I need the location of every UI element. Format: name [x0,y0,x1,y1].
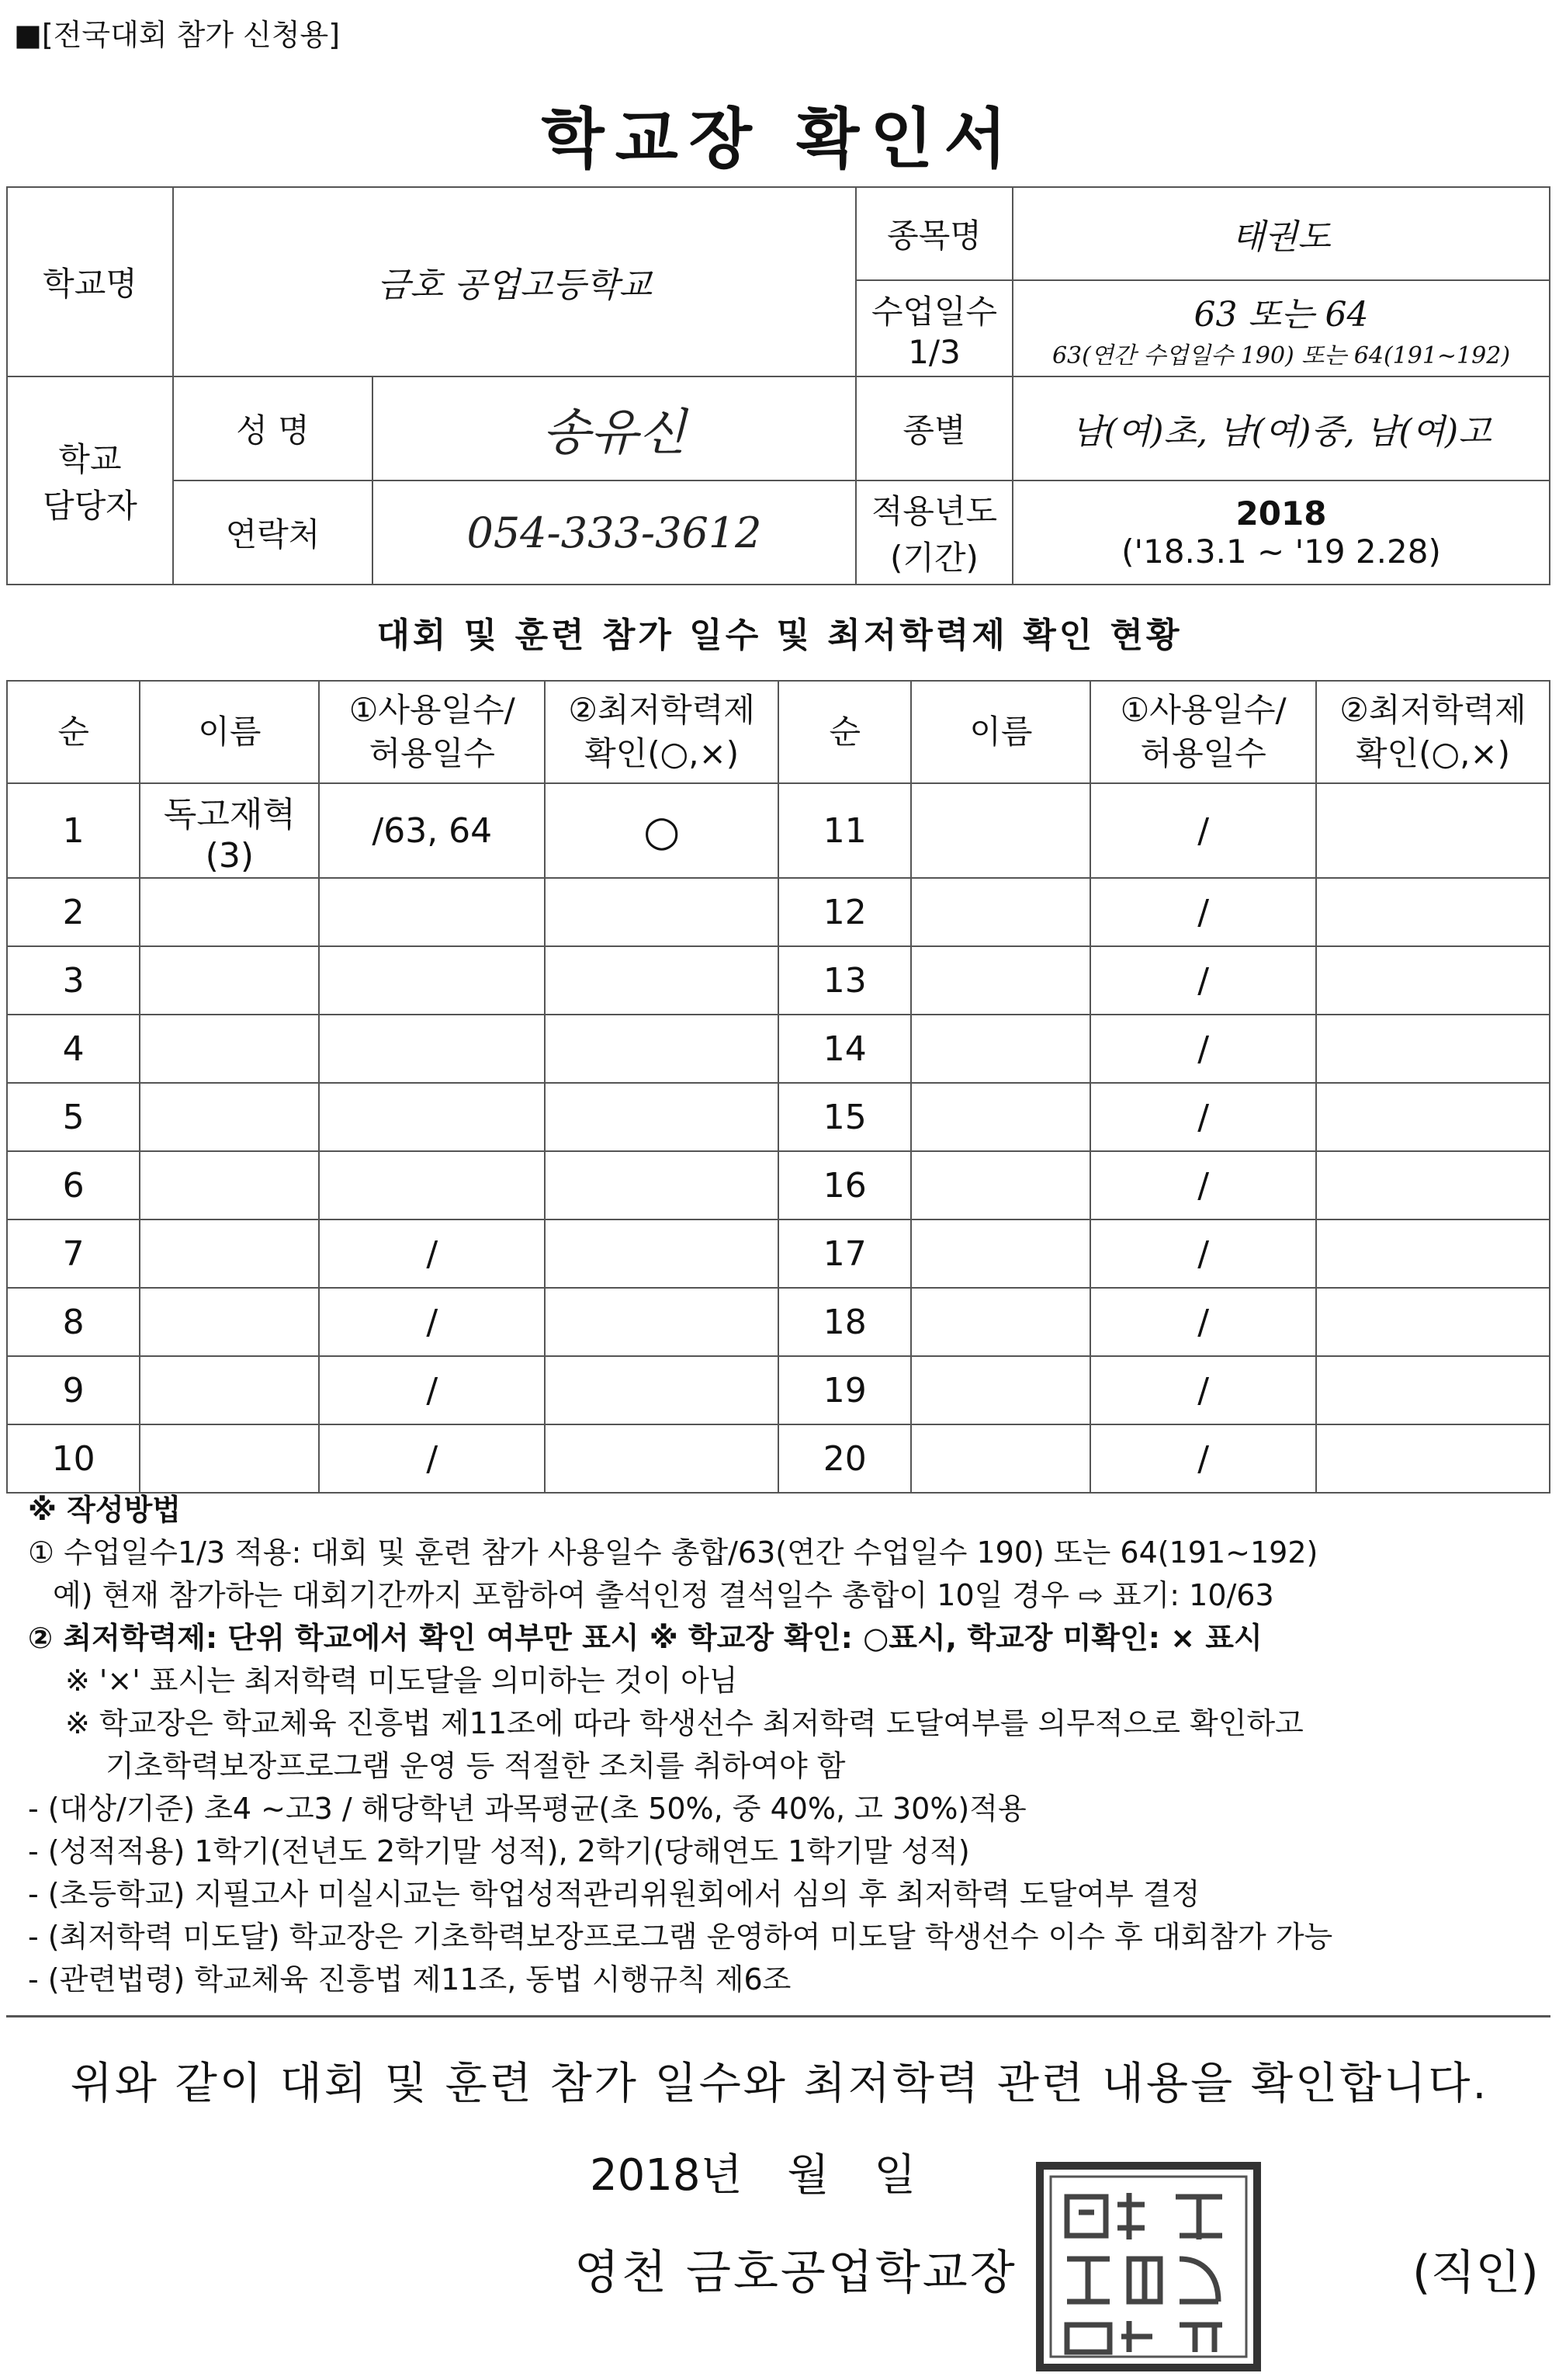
header-check [545,681,778,783]
instructions-heading: ※ 작성방법 [28,1493,182,1527]
staff-label [7,376,173,585]
row-num-right: 18 [778,1288,911,1356]
row-name [140,783,319,878]
row-name [140,1288,319,1356]
note-line: ※ '×' 표시는 최저학력 미도달을 의미하는 것이 아님 [65,1664,738,1698]
table-row [7,1083,1550,1151]
note-line: ※ 학교장은 학교체육 진흥법 제11조에 따라 학생선수 최저학력 도달여부를 의무적으로 확인하고 [65,1706,1304,1740]
row-days-right: / [1090,1424,1316,1493]
contact-value: 054-333-3612 [372,481,856,585]
row-days-right: / [1090,878,1316,946]
row-check-right [1316,878,1550,946]
row-check [545,1015,778,1083]
applied-year-label-line2: (기간) [890,539,979,577]
section-title: 대회 및 훈련 참가 일수 및 최저학력제 확인 현황 [376,616,1183,655]
table-row [7,1151,1550,1219]
row-days-right: / [1090,1288,1316,1356]
row-days-right: / [1090,1356,1316,1424]
document-title: 학교장 확인서 [541,101,1018,177]
row-name-right [911,1356,1090,1424]
row-name [140,946,319,1015]
row-check [545,878,778,946]
row-name [140,1424,319,1493]
row-num: 5 [7,1083,140,1151]
table-row [7,783,1550,878]
class-days-main: 63 또는 64 [1194,295,1369,335]
sport-value: 태권도 [1013,187,1550,280]
row-name [140,1151,319,1219]
row-name-right [911,1151,1090,1219]
row-num-right: 16 [778,1151,911,1219]
school-name-value: 금호 공업고등학교 [173,187,856,376]
row-name [140,1083,319,1151]
note-line: - (관련법령) 학교체육 진흥법 제11조, 동법 시행규칙 제6조 [28,1962,792,1997]
row-days [319,1015,545,1083]
note-line: - (대상/기준) 초4 ~고3 / 해당학년 과목평균(초 50%, 중 40%, 고 30%)적용 [28,1792,1027,1826]
row-days [319,878,545,946]
confirmation-statement: 위와 같이 대회 및 훈련 참가 일수와 최저학력 관련 내용을 확인합니다. [70,2059,1489,2109]
header-check-right-line1: ②최저학력제 [1339,691,1526,729]
header-name: 이름 [140,681,319,783]
row-num-right: 20 [778,1424,911,1493]
date-line: 2018년 월 일 [590,2150,916,2201]
row-days-right: / [1090,946,1316,1015]
row-num: 4 [7,1015,140,1083]
class-days-label [856,280,1013,376]
principal-name: 영천 금호공업학교장 [574,2246,1017,2300]
row-check [545,1219,778,1288]
seal-label: (직인) [1412,2246,1539,2300]
row-check-right [1316,783,1550,878]
row-name-right [911,878,1090,946]
row-days: / [319,1424,545,1493]
applied-year-label-line1: 적용년도 [871,492,998,530]
row-name-line2: (3) [205,835,254,876]
form-type-tag: ■[전국대회 참가 신청용] [14,18,341,52]
row-check [545,1083,778,1151]
row-days-right: / [1090,783,1316,878]
row-num: 6 [7,1151,140,1219]
row-check-right [1316,1424,1550,1493]
class-days-value [1013,280,1550,376]
note-line: - (성적적용) 1학기(전년도 2학기말 성적), 2학기(당해연도 1학기말 성적) [28,1834,970,1868]
category-value: 남(여)초, 남(여)중, 남(여)고 [1013,376,1550,481]
table-row [7,1288,1550,1356]
row-check-right [1316,1083,1550,1151]
row-check [545,1424,778,1493]
row-days [319,1083,545,1151]
official-seal-icon [1032,2158,1265,2375]
participation-table [6,680,1550,1494]
row-num: 10 [7,1424,140,1493]
row-check-right [1316,1288,1550,1356]
staff-label-line1: 학교 [58,440,122,478]
applied-period: ('18.3.1 ~ '19 2.28) [1121,533,1441,571]
note-line: 예) 현재 참가하는 대회기간까지 포함하여 출석인정 결석일수 총합이 10일 경우 ⇨ 표기: 10/63 [53,1578,1274,1612]
table-header-row [7,681,1550,783]
row-name-right [911,1083,1090,1151]
row-num-right: 15 [778,1083,911,1151]
header-num: 순 [7,681,140,783]
header-days-right [1090,681,1316,783]
row-num-right: 14 [778,1015,911,1083]
note-line: - (최저학력 미도달) 학교장은 기초학력보장프로그램 운영하여 미도달 학생선수 이수 후 대회참가 가능 [28,1920,1333,1954]
row-days: / [319,1288,545,1356]
row-days-right: / [1090,1015,1316,1083]
row-days-right: / [1090,1083,1316,1151]
applied-year: 2018 [1235,494,1327,533]
row-check [545,1151,778,1219]
row-check: ○ [545,783,778,878]
table-row [7,1015,1550,1083]
row-name-right [911,783,1090,878]
table-row [7,1424,1550,1493]
row-num: 3 [7,946,140,1015]
row-num: 2 [7,878,140,946]
table-row [7,946,1550,1015]
sport-label: 종목명 [856,187,1013,280]
applied-year-value [1013,481,1550,585]
category-label: 종별 [856,376,1013,481]
row-num-right: 17 [778,1219,911,1288]
row-num: 9 [7,1356,140,1424]
school-info-table [6,186,1550,585]
row-name-right [911,1015,1090,1083]
class-days-label-line2: 1/3 [908,332,961,371]
table-row [7,1219,1550,1288]
row-name [140,1219,319,1288]
row-name-right [911,1219,1090,1288]
header-days-right-line1: ①사용일수/ [1120,691,1287,729]
row-num-right: 13 [778,946,911,1015]
row-check-right [1316,1015,1550,1083]
instructions [28,1489,1549,2001]
applied-year-label [856,481,1013,585]
row-num: 7 [7,1219,140,1288]
header-days-right-line2: 허용일수 [1140,734,1266,772]
class-days-label-line1: 수업일수 [871,292,998,331]
row-days-right: / [1090,1219,1316,1288]
header-name-right: 이름 [911,681,1090,783]
row-name-right [911,1424,1090,1493]
row-check [545,946,778,1015]
class-days-note: 63(연간 수업일수 190) 또는 64(191~192) [1051,342,1511,369]
header-check-line1: ②최저학력제 [568,691,755,729]
row-num: 1 [7,783,140,878]
header-days [319,681,545,783]
row-check-right [1316,1151,1550,1219]
header-check-line2: 확인(○,×) [584,734,740,772]
row-num-right: 11 [778,783,911,878]
note-line: - (초등학교) 지필고사 미실시교는 학업성적관리위원회에서 심의 후 최저학력 도달여부 결정 [28,1877,1200,1911]
header-check-right [1316,681,1550,783]
row-check-right [1316,1356,1550,1424]
row-name-line1: 독고재혁 [163,794,296,834]
row-days [319,1151,545,1219]
table-row [7,1356,1550,1424]
school-name-label: 학교명 [7,187,173,376]
row-check [545,1288,778,1356]
header-days-line1: ①사용일수/ [348,691,515,729]
table-row [7,878,1550,946]
row-check-right [1316,1219,1550,1288]
row-num: 8 [7,1288,140,1356]
staff-label-line2: 담당자 [43,487,137,525]
row-name [140,1015,319,1083]
row-days: / [319,1219,545,1288]
row-name [140,878,319,946]
header-num-right: 순 [778,681,911,783]
row-days-right: / [1090,1151,1316,1219]
row-check [545,1356,778,1424]
note-line: ② 최저학력제: 단위 학교에서 확인 여부만 표시 ※ 학교장 확인: ○표시, 학교장 미확인: × 표시 [28,1621,1263,1655]
contact-label: 연락처 [173,481,372,585]
row-name [140,1356,319,1424]
row-num-right: 19 [778,1356,911,1424]
row-days: / [319,1356,545,1424]
row-check-right [1316,946,1550,1015]
row-days [319,946,545,1015]
header-check-right-line2: 확인(○,×) [1355,734,1511,772]
note-line: 기초학력보장프로그램 운영 등 적절한 조치를 취하여야 함 [106,1749,846,1783]
row-name-right [911,1288,1090,1356]
note-line: ① 수업일수1/3 적용: 대회 및 훈련 참가 사용일수 총합/63(연간 수업일수 190) 또는 64(191~192) [28,1535,1318,1570]
header-days-line2: 허용일수 [369,734,495,772]
name-signature: 송유신 [372,376,856,481]
row-num-right: 12 [778,878,911,946]
name-label: 성 명 [173,376,372,481]
divider [6,2015,1550,2017]
row-days: /63, 64 [319,783,545,878]
row-name-right [911,946,1090,1015]
